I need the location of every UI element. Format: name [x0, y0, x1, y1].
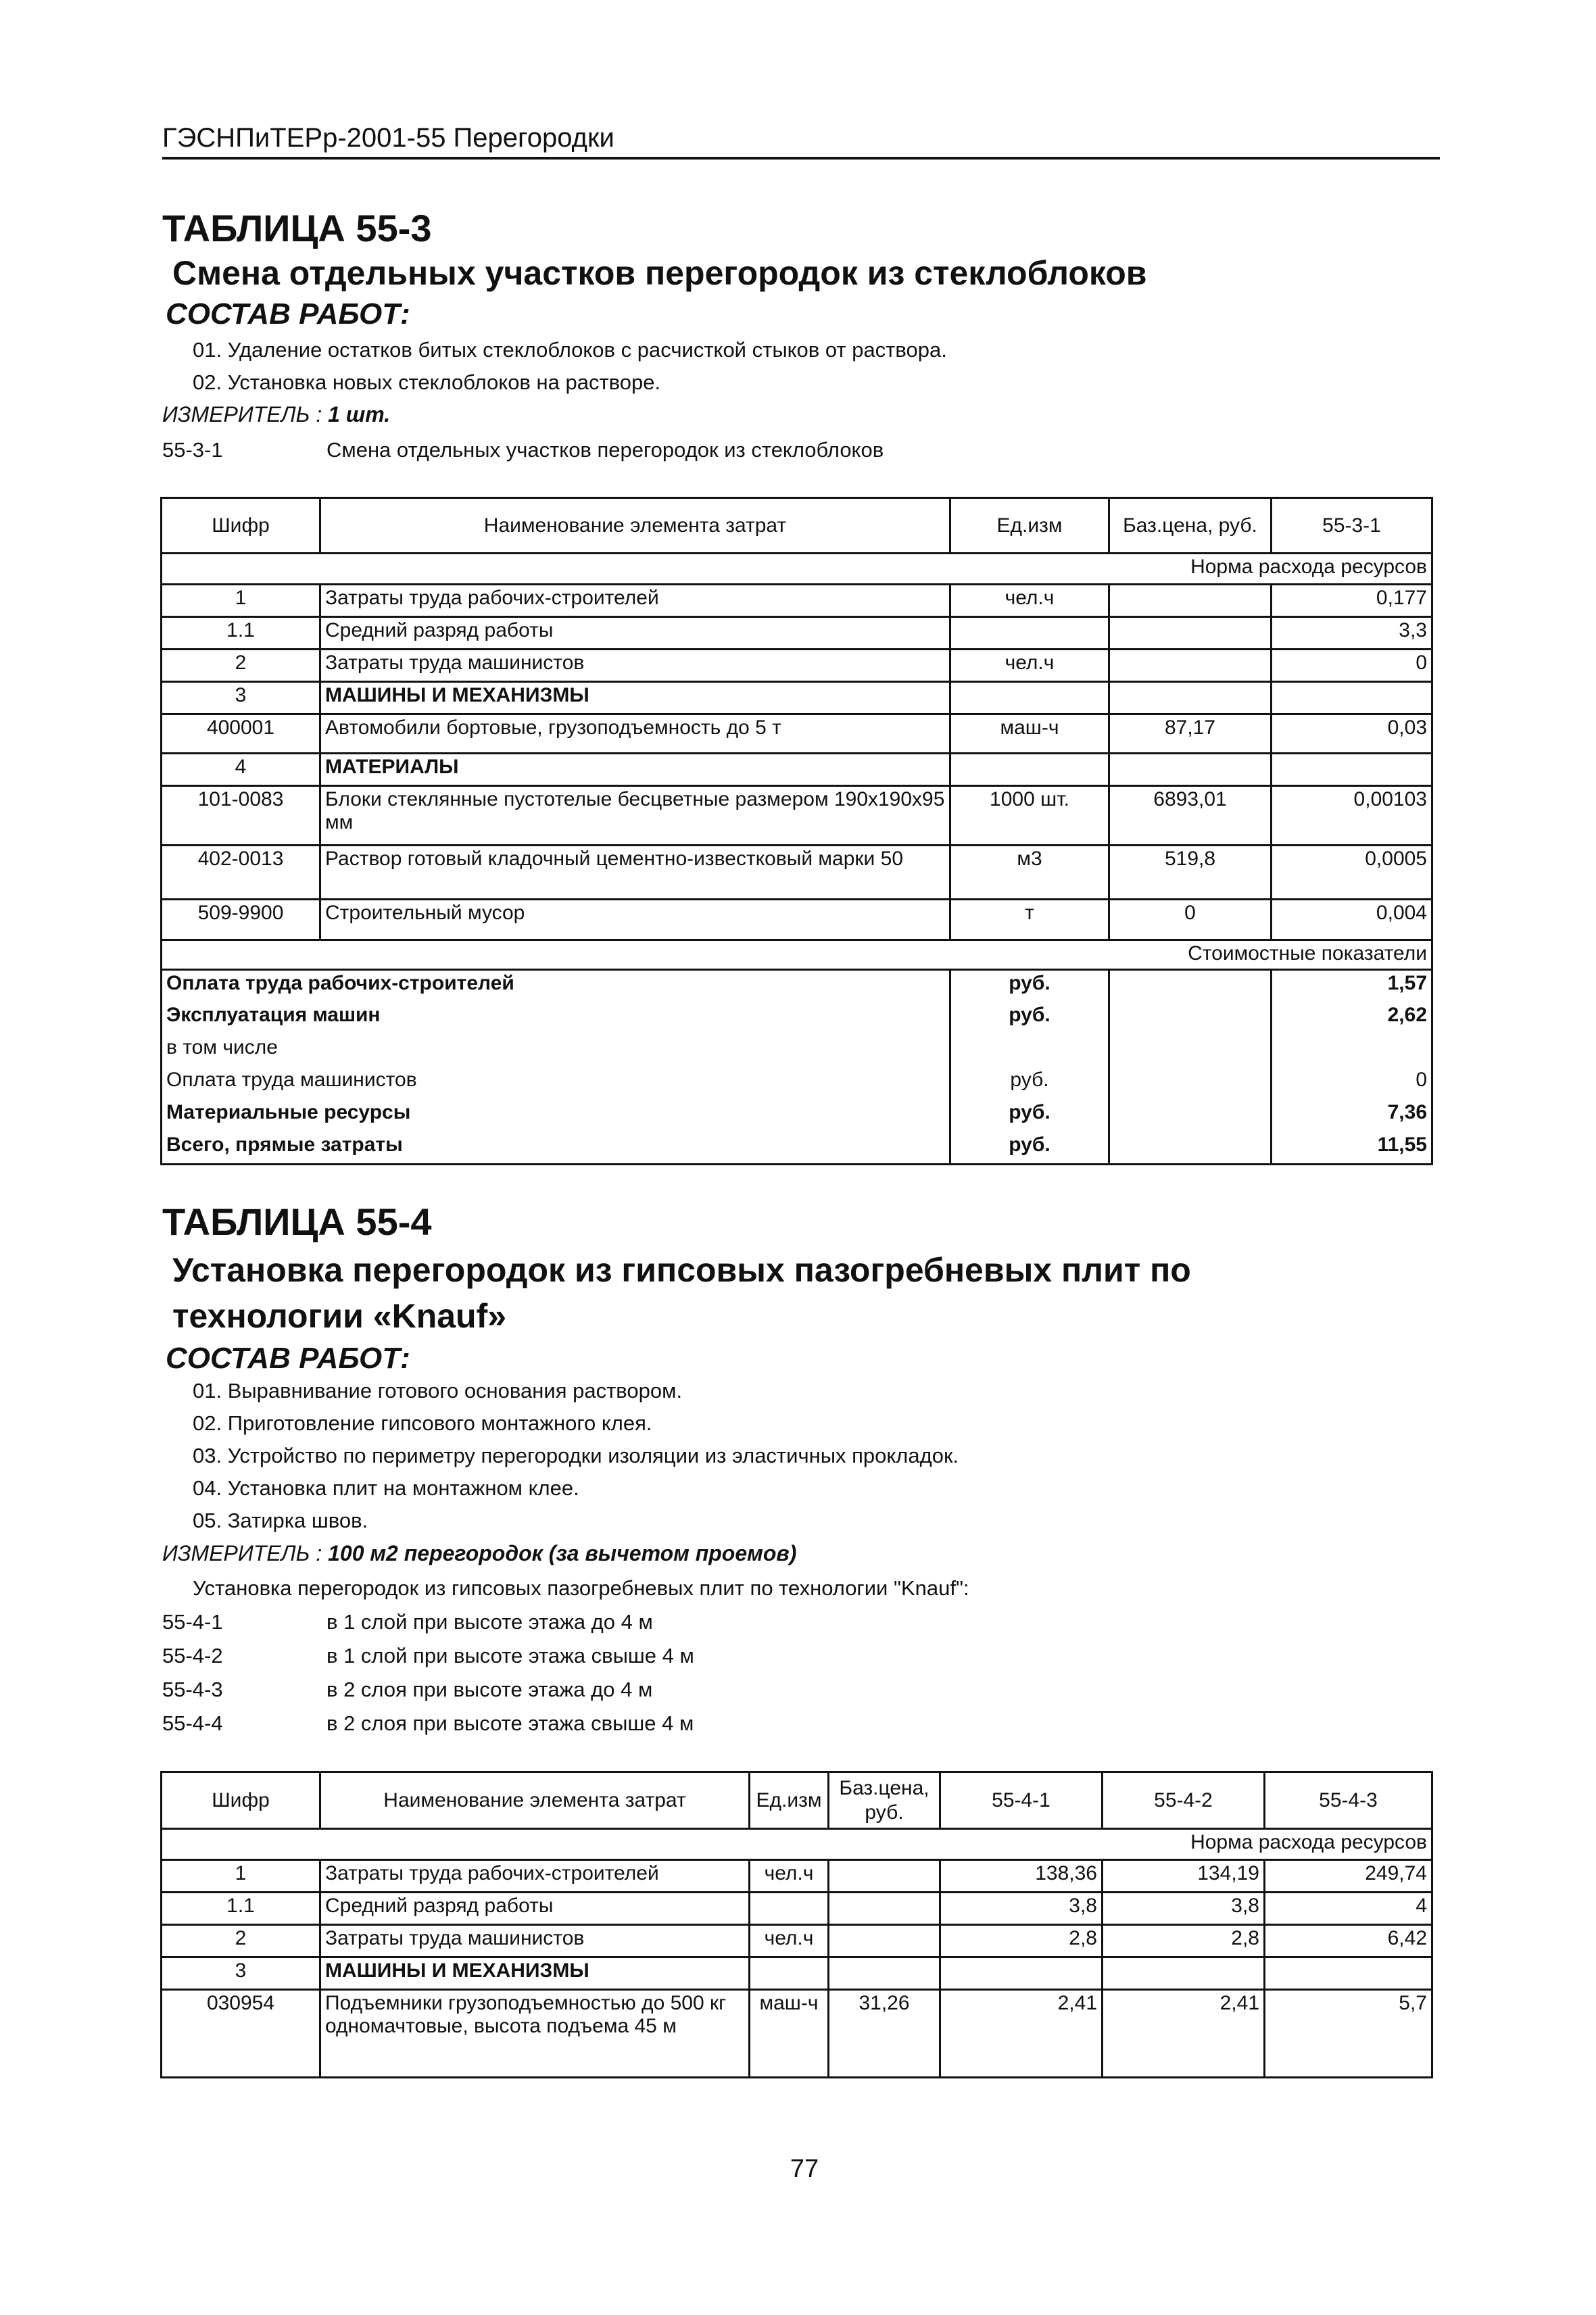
cell-name: МАШИНЫ И МЕХАНИЗМЫ: [320, 1957, 750, 1990]
cell-unit: м3: [950, 846, 1109, 900]
norm-label: Норма расхода ресурсов: [162, 1829, 1432, 1860]
table-row: [162, 900, 1432, 940]
work-code: 55-4-2: [162, 1644, 223, 1667]
cell-unit: [950, 617, 1109, 650]
cell-value: 4: [1265, 1893, 1432, 1925]
table-row: [162, 846, 1432, 900]
cell-shifr: 509-9900: [162, 900, 320, 940]
section-heading: Смена отдельных участков перегородок из стеклоблоков: [172, 254, 1147, 292]
work-code: 55-4-4: [162, 1711, 223, 1735]
cost-unit: руб.: [950, 1132, 1109, 1165]
cell-unit: [750, 1957, 829, 1990]
cell-name: Затраты труда машинистов: [320, 650, 950, 682]
cost-price: [1109, 1132, 1272, 1165]
cell-value: 3,3: [1272, 617, 1432, 650]
cell-shifr: 1.1: [162, 617, 320, 650]
header-col-55-3-1: 55-3-1: [1272, 498, 1432, 554]
sostav-rabot-label: СОСТАВ РАБОТ:: [166, 297, 410, 331]
cell-price: [829, 1925, 940, 1957]
cell-shifr: 402-0013: [162, 846, 320, 900]
work-code: 55-3-1: [162, 438, 223, 462]
cell-value: 249,74: [1265, 1860, 1432, 1893]
cost-price: [1109, 1067, 1272, 1100]
izmeritel: [162, 402, 390, 427]
page-number: 77: [790, 2155, 819, 2183]
intro-text: Установка перегородок из гипсовых пазогребневых плит по технологии "Knauf":: [193, 1576, 969, 1600]
table-row: [162, 1925, 1432, 1957]
cell-value: 0: [1272, 650, 1432, 682]
header-unit: Ед.изм: [950, 498, 1109, 554]
cell-value: 0,0005: [1272, 846, 1432, 900]
cost-name: Материальные ресурсы: [162, 1100, 950, 1132]
cost-value: 2,62: [1272, 1002, 1432, 1035]
cell-unit: [750, 1893, 829, 1925]
work-code: 55-4-1: [162, 1610, 223, 1634]
cell-value: 2,41: [1103, 1990, 1265, 2078]
cell-price: 0: [1109, 900, 1272, 940]
cell-shifr: 101-0083: [162, 786, 320, 846]
izmeritel-label: ИЗМЕРИТЕЛЬ :: [162, 1541, 322, 1565]
cell-shifr: 1: [162, 1860, 320, 1893]
cost-name: Эксплуатация машин: [162, 1002, 950, 1035]
cost-row: [162, 1002, 1432, 1035]
section-heading: Установка перегородок из гипсовых пазогребневых плит по технологии «Knauf»: [172, 1251, 1191, 1335]
cost-name: Оплата труда машинистов: [162, 1067, 950, 1100]
table-header-row: [162, 498, 1432, 554]
work-item: 03. Устройство по периметру перегородки изоляции из эластичных прокладок.: [193, 1444, 959, 1467]
cell-name: Строительный мусор: [320, 900, 950, 940]
norm-row: [162, 1829, 1432, 1860]
table-row: [162, 786, 1432, 846]
header-price: Баз.цена, руб.: [1109, 498, 1272, 554]
sostav-rabot-label: СОСТАВ РАБОТ:: [166, 1342, 410, 1375]
table-header-row: [162, 1772, 1432, 1829]
table-row: [162, 1990, 1432, 2078]
cell-price: [1109, 650, 1272, 682]
izmeritel: [162, 1541, 796, 1566]
running-header: ГЭСНПиТЕРр-2001-55 Перегородки: [162, 120, 1440, 160]
table-row: [162, 682, 1432, 714]
cost-name: в том числе: [162, 1035, 950, 1067]
cell-name: МАТЕРИАЛЫ: [320, 754, 950, 786]
cell-value: [1272, 682, 1432, 714]
cost-value: 1,57: [1272, 970, 1432, 1002]
table-title: ТАБЛИЦА 55-3: [162, 207, 432, 249]
cell-shifr: 2: [162, 1925, 320, 1957]
work-item: 01. Удаление остатков битых стеклоблоков с расчисткой стыков от раствора.: [193, 338, 947, 362]
work-item: 04. Установка плит на монтажном клее.: [193, 1476, 579, 1500]
cell-value: 138,36: [940, 1860, 1103, 1893]
cost-unit: руб.: [950, 1067, 1109, 1100]
cell-name: Подъемники грузоподъемностью до 500 кг одномачтовые, высота подъема 45 м: [320, 1990, 750, 2078]
header-shifr: Шифр: [162, 498, 320, 554]
cell-value: 5,7: [1265, 1990, 1432, 2078]
table-row: [162, 714, 1432, 754]
cell-value: [1272, 754, 1432, 786]
table-row: [162, 585, 1432, 617]
header-unit: Ед.изм: [750, 1772, 829, 1829]
header-shifr: Шифр: [162, 1772, 320, 1829]
header-price: Баз.цена, руб.: [829, 1772, 940, 1829]
work-item: 02. Установка новых стеклоблоков на растворе.: [193, 370, 661, 394]
cell-name: МАШИНЫ И МЕХАНИЗМЫ: [320, 682, 950, 714]
cost-value: 7,36: [1272, 1100, 1432, 1132]
cost-price: [1109, 1002, 1272, 1035]
cell-shifr: 030954: [162, 1990, 320, 2078]
norm-row: [162, 554, 1432, 585]
cell-unit: чел.ч: [950, 585, 1109, 617]
cell-unit: [950, 754, 1109, 786]
cell-value: 134,19: [1103, 1860, 1265, 1893]
cell-value: 0,177: [1272, 585, 1432, 617]
cell-name: Средний разряд работы: [320, 617, 950, 650]
work-code-text: в 1 слой при высоте этажа до 4 м: [327, 1610, 653, 1634]
header-name: Наименование элемента затрат: [320, 1772, 750, 1829]
resource-table-55-4: [160, 1771, 1433, 2078]
cell-name: Автомобили бортовые, грузоподъемность до 5 т: [320, 714, 950, 754]
cell-shifr: 3: [162, 1957, 320, 1990]
work-code-text: в 2 слоя при высоте этажа до 4 м: [327, 1678, 653, 1701]
cell-value: 2,8: [1103, 1925, 1265, 1957]
cost-row: [162, 1132, 1432, 1165]
cell-value: [940, 1957, 1103, 1990]
cell-value: 3,8: [1103, 1893, 1265, 1925]
work-item: 05. Затирка швов.: [193, 1509, 368, 1532]
cell-unit: 1000 шт.: [950, 786, 1109, 846]
cell-unit: чел.ч: [750, 1925, 829, 1957]
table-row: [162, 617, 1432, 650]
cell-name: Затраты труда рабочих-строителей: [320, 585, 950, 617]
cost-row: [162, 970, 1432, 1002]
cost-unit: руб.: [950, 970, 1109, 1002]
cell-unit: чел.ч: [750, 1860, 829, 1893]
cost-value: 0: [1272, 1067, 1432, 1100]
cost-row: [162, 1100, 1432, 1132]
cost-unit: [950, 1035, 1109, 1067]
cell-name: Блоки стеклянные пустотелые бесцветные размером 190x190x95 мм: [320, 786, 950, 846]
cell-price: [1109, 617, 1272, 650]
cost-value: [1272, 1035, 1432, 1067]
cell-unit: [950, 682, 1109, 714]
cell-name: Средний разряд работы: [320, 1893, 750, 1925]
cell-price: [1109, 754, 1272, 786]
cost-label-row: [162, 940, 1432, 970]
work-item: 02. Приготовление гипсового монтажного клея.: [193, 1411, 652, 1435]
izmeritel-label: ИЗМЕРИТЕЛЬ :: [162, 402, 322, 427]
work-code: 55-4-3: [162, 1678, 223, 1701]
cost-unit: руб.: [950, 1100, 1109, 1132]
cell-unit: чел.ч: [950, 650, 1109, 682]
cost-name: Оплата труда рабочих-строителей: [162, 970, 950, 1002]
cell-price: 87,17: [1109, 714, 1272, 754]
cell-shifr: 1: [162, 585, 320, 617]
header-col-55-4-3: 55-4-3: [1265, 1772, 1432, 1829]
work-code-text: в 2 слоя при высоте этажа свыше 4 м: [327, 1711, 694, 1735]
cell-shifr: 400001: [162, 714, 320, 754]
header-col-55-4-2: 55-4-2: [1103, 1772, 1265, 1829]
cost-label: Стоимостные показатели: [162, 940, 1432, 970]
cell-shifr: 4: [162, 754, 320, 786]
cell-value: [1265, 1957, 1432, 1990]
cost-price: [1109, 970, 1272, 1002]
cell-price: [1109, 585, 1272, 617]
cell-value: [1103, 1957, 1265, 1990]
cell-unit: маш-ч: [950, 714, 1109, 754]
cell-price: 31,26: [829, 1990, 940, 2078]
cost-row: [162, 1067, 1432, 1100]
cell-price: 6893,01: [1109, 786, 1272, 846]
cost-name: Всего, прямые затраты: [162, 1132, 950, 1165]
cell-value: 3,8: [940, 1893, 1103, 1925]
norm-label: Норма расхода ресурсов: [162, 554, 1432, 585]
table-title: ТАБЛИЦА 55-4: [162, 1200, 432, 1243]
cell-shifr: 2: [162, 650, 320, 682]
cost-price: [1109, 1035, 1272, 1067]
cell-price: [829, 1957, 940, 1990]
table-row: [162, 1860, 1432, 1893]
cell-unit: т: [950, 900, 1109, 940]
resource-table-55-3: [160, 497, 1433, 1165]
table-row: [162, 650, 1432, 682]
cost-unit: руб.: [950, 1002, 1109, 1035]
cell-price: 519,8: [1109, 846, 1272, 900]
cell-value: 0,00103: [1272, 786, 1432, 846]
cell-price: [829, 1860, 940, 1893]
table-row: [162, 754, 1432, 786]
cell-price: [1109, 682, 1272, 714]
work-code-text: Смена отдельных участков перегородок из стеклоблоков: [327, 438, 884, 462]
izmeritel-value: 1 шт.: [328, 402, 391, 427]
cell-name: Затраты труда рабочих-строителей: [320, 1860, 750, 1893]
cell-value: 6,42: [1265, 1925, 1432, 1957]
cost-price: [1109, 1100, 1272, 1132]
cell-price: [829, 1893, 940, 1925]
cell-unit: маш-ч: [750, 1990, 829, 2078]
izmeritel-value: 100 м2 перегородок (за вычетом проемов): [328, 1541, 797, 1565]
cell-value: 2,8: [940, 1925, 1103, 1957]
table-row: [162, 1893, 1432, 1925]
cell-value: 2,41: [940, 1990, 1103, 2078]
header-col-55-4-1: 55-4-1: [940, 1772, 1103, 1829]
header-name: Наименование элемента затрат: [320, 498, 950, 554]
cell-shifr: 3: [162, 682, 320, 714]
cell-name: Затраты труда машинистов: [320, 1925, 750, 1957]
cell-value: 0,03: [1272, 714, 1432, 754]
cell-name: Раствор готовый кладочный цементно-известковый марки 50: [320, 846, 950, 900]
work-item: 01. Выравнивание готового основания раствором.: [193, 1379, 683, 1403]
cost-value: 11,55: [1272, 1132, 1432, 1165]
cell-value: 0,004: [1272, 900, 1432, 940]
cost-row: [162, 1035, 1432, 1067]
work-code-text: в 1 слой при высоте этажа свыше 4 м: [327, 1644, 694, 1667]
table-row: [162, 1957, 1432, 1990]
cell-shifr: 1.1: [162, 1893, 320, 1925]
